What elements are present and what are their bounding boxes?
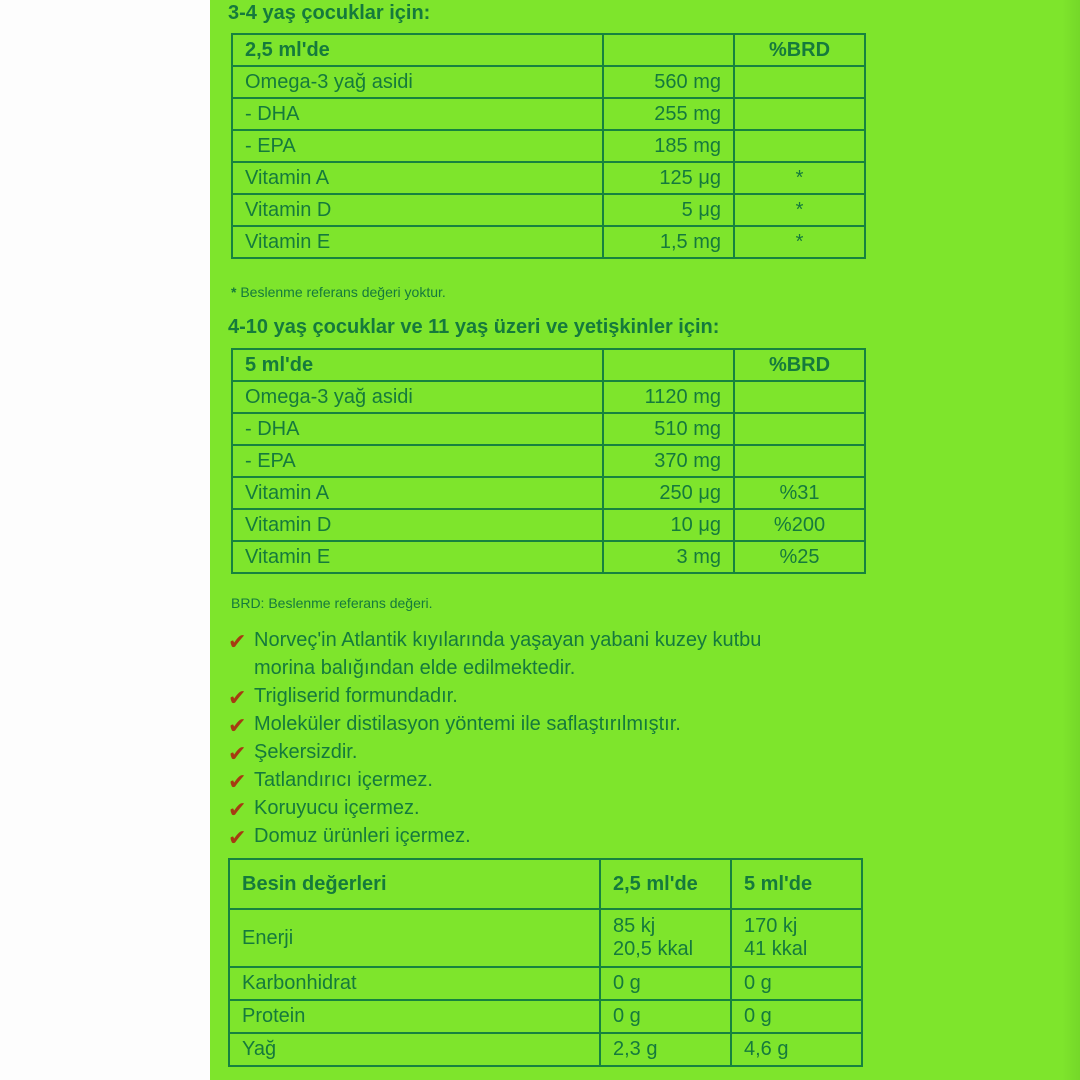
energy-kj: 85 kj <box>613 915 656 937</box>
nutrient-name: - DHA <box>232 413 603 445</box>
table-row <box>229 1033 862 1066</box>
nutrient-name: - EPA <box>232 130 603 162</box>
nutrient-name: Vitamin E <box>232 226 603 258</box>
value-cell: 0 g <box>600 1000 731 1033</box>
section2-table <box>231 348 866 574</box>
section2-footnote: BRD: Beslenme referans değeri. <box>231 595 433 611</box>
energy-cell-small <box>600 909 731 967</box>
header-cell: 5 ml'de <box>232 349 603 381</box>
nutrient-amount: 10 μg <box>603 509 734 541</box>
check-icon: ✔ <box>228 629 247 654</box>
row-label: Protein <box>229 1000 600 1033</box>
list-item <box>228 710 761 738</box>
section2-title: 4-10 yaş çocuklar ve 11 yaş üzeri ve yetişkinler için: <box>228 316 720 338</box>
table-header-row <box>229 859 862 909</box>
list-item <box>228 626 761 654</box>
energy-kkal: 20,5 kkal <box>613 938 694 960</box>
list-item <box>228 738 761 766</box>
nutrient-name: Omega-3 yağ asidi <box>232 381 603 413</box>
claim-text: Tatlandırıcı içermez. <box>254 769 433 791</box>
table-row <box>229 909 862 967</box>
list-item <box>228 822 761 850</box>
section1-footnote <box>231 284 446 300</box>
asterisk-icon: * <box>231 284 237 300</box>
header-cell: %BRD <box>734 349 865 381</box>
header-cell: 5 ml'de <box>731 859 862 909</box>
list-item <box>228 794 761 822</box>
value-cell: 4,6 g <box>731 1033 862 1066</box>
row-label: Yağ <box>229 1033 600 1066</box>
nutrient-amount: 5 μg <box>603 194 734 226</box>
nutrient-name: Omega-3 yağ asidi <box>232 66 603 98</box>
value-cell: 0 g <box>600 967 731 1000</box>
check-icon: ✔ <box>228 741 247 766</box>
header-cell: %BRD <box>734 34 865 66</box>
nutrient-amount: 250 μg <box>603 477 734 509</box>
table-row <box>232 381 865 413</box>
table-header-row <box>232 349 865 381</box>
nutrient-brd: * <box>734 162 865 194</box>
claim-text: Domuz ürünleri içermez. <box>254 825 471 847</box>
table-row <box>232 66 865 98</box>
value-cell: 0 g <box>731 967 862 1000</box>
energy-kkal: 41 kkal <box>744 938 808 960</box>
footnote-text: Beslenme referans değeri yoktur. <box>240 284 446 300</box>
nutrient-amount: 510 mg <box>603 413 734 445</box>
header-cell: 2,5 ml'de <box>232 34 603 66</box>
list-item <box>228 766 761 794</box>
table-row <box>232 162 865 194</box>
energy-cell-large <box>731 909 862 967</box>
table-row <box>229 1000 862 1033</box>
nutrient-amount: 560 mg <box>603 66 734 98</box>
check-icon: ✔ <box>228 769 247 794</box>
list-item <box>228 682 761 710</box>
check-icon: ✔ <box>228 797 247 822</box>
header-cell: Besin değerleri <box>229 859 600 909</box>
claims-list <box>228 626 761 850</box>
table-row <box>232 509 865 541</box>
nutrition-facts-table <box>228 858 863 1067</box>
check-icon: ✔ <box>228 685 247 710</box>
nutrient-name: Vitamin D <box>232 509 603 541</box>
table-row <box>232 413 865 445</box>
nutrient-brd <box>734 98 865 130</box>
table-row <box>232 98 865 130</box>
edge-shade <box>1062 0 1080 1080</box>
nutrient-brd <box>734 381 865 413</box>
nutrient-amount: 3 mg <box>603 541 734 573</box>
nutrient-amount: 125 μg <box>603 162 734 194</box>
nutrient-brd: %25 <box>734 541 865 573</box>
left-margin <box>0 0 210 1080</box>
claim-text: Şekersizdir. <box>254 741 358 763</box>
claim-text: Koruyucu içermez. <box>254 797 420 819</box>
table-header-row <box>232 34 865 66</box>
claim-text: Trigliserid formundadır. <box>254 685 458 707</box>
table-row <box>232 445 865 477</box>
table-row <box>232 194 865 226</box>
energy-kj: 170 kj <box>744 915 798 937</box>
value-cell: 2,3 g <box>600 1033 731 1066</box>
nutrient-brd <box>734 413 865 445</box>
nutrient-amount: 255 mg <box>603 98 734 130</box>
value-cell: 0 g <box>731 1000 862 1033</box>
table-row <box>229 967 862 1000</box>
row-label: Karbonhidrat <box>229 967 600 1000</box>
nutrient-brd <box>734 66 865 98</box>
nutrient-brd: %200 <box>734 509 865 541</box>
table-row <box>232 477 865 509</box>
header-cell <box>603 34 734 66</box>
nutrient-name: Vitamin D <box>232 194 603 226</box>
table-row <box>232 130 865 162</box>
header-cell: 2,5 ml'de <box>600 859 731 909</box>
check-icon: ✔ <box>228 825 247 850</box>
table-row <box>232 541 865 573</box>
nutrient-name: Vitamin A <box>232 162 603 194</box>
nutrient-amount: 370 mg <box>603 445 734 477</box>
nutrient-brd <box>734 445 865 477</box>
list-item <box>228 654 761 682</box>
nutrient-brd <box>734 130 865 162</box>
claim-text: Norveç'in Atlantik kıyılarında yaşayan yabani kuzey kutbu <box>254 629 762 651</box>
row-label: Enerji <box>229 909 600 967</box>
table-row <box>232 226 865 258</box>
nutrient-name: - EPA <box>232 445 603 477</box>
section1-table <box>231 33 866 259</box>
claim-text: morina balığından elde edilmektedir. <box>254 657 576 679</box>
nutrient-brd: %31 <box>734 477 865 509</box>
nutrient-brd: * <box>734 194 865 226</box>
nutrient-name: Vitamin E <box>232 541 603 573</box>
nutrient-amount: 1120 mg <box>603 381 734 413</box>
nutrient-name: Vitamin A <box>232 477 603 509</box>
header-cell <box>603 349 734 381</box>
nutrient-amount: 185 mg <box>603 130 734 162</box>
claim-text: Moleküler distilasyon yöntemi ile saflaştırılmıştır. <box>254 713 681 735</box>
nutrient-brd: * <box>734 226 865 258</box>
section1-title: 3-4 yaş çocuklar için: <box>228 2 431 24</box>
nutrient-name: - DHA <box>232 98 603 130</box>
check-icon: ✔ <box>228 713 247 738</box>
nutrient-amount: 1,5 mg <box>603 226 734 258</box>
